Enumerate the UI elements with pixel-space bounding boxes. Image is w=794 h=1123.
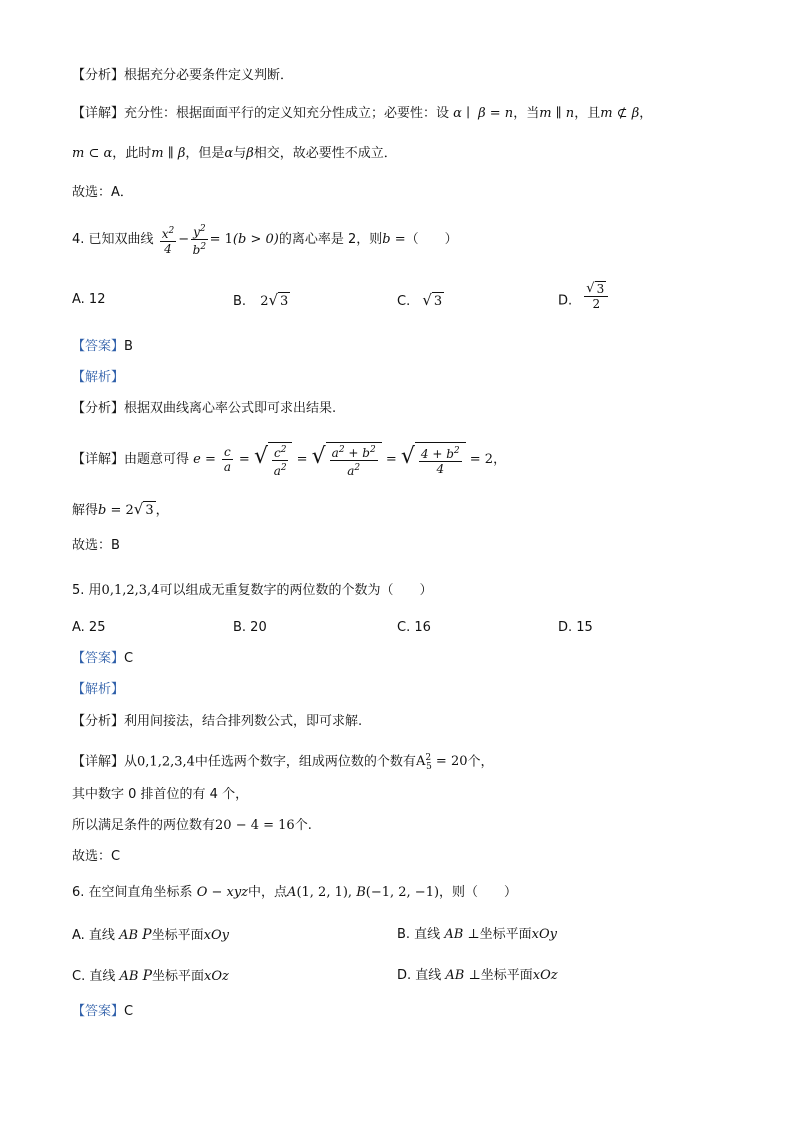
q6-option-a: A. 直线 AB P坐标平面xOy bbox=[72, 927, 229, 943]
tag-answer: 【答案】 bbox=[72, 339, 125, 354]
tag-analysis: 【分析】 bbox=[72, 68, 125, 83]
fraction-y2-over-b2: $\frac{y^2}{b^2}$ bbox=[192, 224, 207, 257]
q3-detail-line-2 bbox=[72, 145, 397, 163]
q3-choice: 故选：A． bbox=[72, 185, 133, 200]
math-alpha: α bbox=[224, 146, 234, 161]
q6-answer: C bbox=[124, 1004, 134, 1019]
q4-option-a: A. 12 bbox=[72, 292, 106, 307]
q6-stem-b: 中，点 bbox=[248, 885, 288, 900]
math-2-sqrt3: 2√ 3 bbox=[260, 291, 289, 309]
q3-detail-text-2b: ，但是 bbox=[185, 146, 225, 161]
q4-option-c bbox=[397, 291, 444, 311]
q4-solve-text: 解得 bbox=[72, 503, 99, 518]
q3-analysis-line bbox=[72, 67, 293, 85]
math-a32-eq-20: $A^2_5 = 20$ bbox=[415, 753, 468, 772]
fraction-a2b2-over-a2: $\frac{a^2 + b^2}{a^2}$ bbox=[331, 444, 376, 478]
q5-line3-a: 所以满足条件的两位数有 bbox=[72, 818, 216, 833]
math-m-not-subset-beta: m ⊄ β bbox=[600, 106, 640, 121]
q4-answer-line bbox=[72, 338, 133, 356]
q4-option-b-label: B. bbox=[233, 294, 247, 309]
q4-choice: 故选：B bbox=[72, 538, 120, 553]
q4-option-b bbox=[233, 291, 290, 311]
q3-detail-text-1c: ，且 bbox=[574, 106, 601, 121]
q4-detail-line: 【详解】由题意可得 e = $\frac{c}{a}$ = √ $\frac{c^2}{a^2}$ = √ $\frac{a^2 + b^2}{a^2}$ = √ $\frac{4 + b^2}{4}$ = 2， bbox=[72, 440, 506, 478]
tag-detail: 【详解】 bbox=[72, 452, 125, 467]
q4-option-d-label: D. bbox=[558, 293, 573, 309]
q6-option-b-text: 坐标平面 bbox=[479, 927, 532, 942]
math-b-gt-0: (b > 0) bbox=[232, 232, 279, 247]
q6-stem: 6. 在空间直角坐标系 O − xyz中，点A(1, 2, 1), B(−1, 2, −1)，则（ ） bbox=[72, 885, 518, 900]
q3-detail-text-2a: ，此时 bbox=[112, 146, 152, 161]
q5-jiexi bbox=[72, 681, 124, 699]
q5-option-b: B. 20 bbox=[233, 620, 267, 635]
q4-answer: B bbox=[124, 339, 133, 354]
fraction-4b2-over-4: $\frac{4 + b^2}{4}$ bbox=[420, 445, 460, 476]
tag-jiexi: 【解析】 bbox=[72, 682, 125, 697]
q4-stem-b: 的离心率是 2，则 bbox=[278, 232, 383, 247]
math-m-subset-alpha: m ⊂ α bbox=[72, 146, 113, 161]
q5-stem-b: 可以组成无重复数字的两位数的个数为（ ） bbox=[159, 583, 433, 598]
fraction-c2-over-a2: $\frac{c^2}{a^2}$ bbox=[273, 444, 287, 478]
q4-stem-c: （ ） bbox=[405, 232, 458, 247]
q5-choice: 故选：C bbox=[72, 849, 121, 864]
q3-detail-text-2d: 相交，故必要性不成立． bbox=[253, 146, 397, 161]
q5-stem bbox=[72, 582, 432, 600]
q6-option-c-text: 坐标平面 bbox=[152, 969, 205, 984]
q5-option-c: C. 16 bbox=[397, 620, 431, 635]
q6-option-b: B. 直线 AB ⊥坐标平面xOy bbox=[397, 927, 558, 942]
q4-solve-line: 解得b = 2√ 3 ， bbox=[72, 500, 169, 518]
q5-line3-b: 20 − 4 = 16 bbox=[215, 818, 295, 833]
q5-detail-line-2: 其中数字 0 排首位的有 4 个， bbox=[72, 787, 249, 802]
q6-stem-a: 6. 在空间直角坐标系 bbox=[72, 885, 193, 900]
q6-option-b-label: B. 直线 bbox=[397, 927, 441, 942]
q5-analysis-line bbox=[72, 713, 362, 731]
q6-option-a-label: A. 直线 bbox=[72, 928, 115, 943]
q5-detail-b: 中任选两个数字，组成两位数的个数有 bbox=[194, 754, 416, 770]
q5-analysis-text: 利用间接法，结合排列数公式，即可求解. bbox=[124, 714, 363, 729]
q5-stem-a: 5. 用 bbox=[72, 583, 102, 598]
math-alpha-cap-beta: α ∣ β = n bbox=[453, 106, 514, 121]
q5-detail-nums: 0,1,2,3,4 bbox=[137, 754, 195, 770]
fraction-sqrt3-over-2: $\frac{√ 3}{2}$ bbox=[584, 281, 608, 311]
math-o-xyz: O − xyz bbox=[196, 885, 249, 900]
q3-analysis-text: 根据充分必要条件定义判断． bbox=[124, 68, 294, 83]
tag-detail: 【详解】 bbox=[72, 754, 125, 770]
q6-stem-c: ，则（ ） bbox=[439, 885, 518, 900]
q6-option-d: D. 直线 AB ⊥坐标平面xOz bbox=[397, 968, 558, 983]
q5-option-a: A. 25 bbox=[72, 620, 106, 635]
q3-detail-text-1a: 充分性：根据面面平行的定义知充分性成立；必要性：设 bbox=[124, 106, 450, 121]
q5-detail-a: 从 bbox=[124, 754, 138, 770]
q3-detail-text-2c: 与 bbox=[233, 146, 247, 161]
math-points-ab: A bbox=[287, 885, 297, 900]
math-b-eq-2sqrt3: b = bbox=[98, 503, 126, 518]
q3-detail-text-1b: ，当 bbox=[513, 106, 540, 121]
q5-detail-line-3 bbox=[72, 817, 312, 835]
tag-answer: 【答案】 bbox=[72, 1004, 125, 1019]
q5-answer: C bbox=[124, 651, 134, 666]
tag-detail: 【详解】 bbox=[72, 106, 125, 121]
q4-jiexi bbox=[72, 369, 124, 387]
q5-line3-c: 个. bbox=[294, 818, 312, 833]
q6-option-d-text: 坐标平面 bbox=[480, 968, 533, 983]
math-beta: β bbox=[246, 146, 254, 161]
q5-detail-line-1 bbox=[72, 749, 494, 776]
q4-analysis-line bbox=[72, 400, 336, 418]
math-m-parallel-n: m ∥ n bbox=[539, 106, 575, 121]
tag-analysis: 【分析】 bbox=[72, 714, 125, 729]
q6-option-c-label: C. 直线 bbox=[72, 969, 116, 984]
q5-option-d: D. 15 bbox=[558, 620, 593, 635]
math-b-eq: b = bbox=[382, 232, 406, 247]
q4-analysis-text: 根据双曲线离心率公式即可求出结果. bbox=[124, 401, 337, 416]
q4-option-c-label: C. bbox=[397, 294, 411, 309]
fraction-c-over-a: $\frac{c}{a}$ bbox=[223, 445, 231, 474]
q6-answer-line bbox=[72, 1003, 133, 1021]
q4-detail-text: 由题意可得 bbox=[124, 452, 190, 467]
math-e-eq: e = bbox=[193, 452, 216, 467]
math-sqrt3: √ 3 bbox=[422, 291, 443, 309]
q5-stem-nums: 0,1,2,3,4 bbox=[101, 583, 160, 598]
tag-jiexi: 【解析】 bbox=[72, 370, 125, 385]
math-m-parallel-beta: m ∥ β bbox=[151, 146, 186, 161]
q4-stem: 4. 已知双曲线 $\frac{x^2}{4}$ − $\frac{y^2}{b^2}$ = 1(b > 0)的离心率是 2，则b =（ ） bbox=[72, 224, 458, 257]
q4-stem-a: 4. 已知双曲线 bbox=[72, 232, 154, 247]
q6-option-c: C. 直线 AB P坐标平面xOz bbox=[72, 968, 229, 984]
q5-detail-c: 个， bbox=[467, 754, 494, 770]
fraction-x2-over-4: $\frac{x^2}{4}$ bbox=[161, 225, 175, 256]
q6-option-a-text: 坐标平面 bbox=[151, 928, 204, 943]
q4-option-d bbox=[558, 281, 610, 311]
q6-option-d-label: D. 直线 bbox=[397, 968, 442, 983]
tag-answer: 【答案】 bbox=[72, 651, 125, 666]
q3-detail-line-1: 【详解】充分性：根据面面平行的定义知充分性成立；必要性：设 α ∣ β = n，当m ∥ n，且m ⊄ β， bbox=[72, 106, 653, 121]
tag-analysis: 【分析】 bbox=[72, 401, 125, 416]
q5-answer-line bbox=[72, 650, 133, 668]
